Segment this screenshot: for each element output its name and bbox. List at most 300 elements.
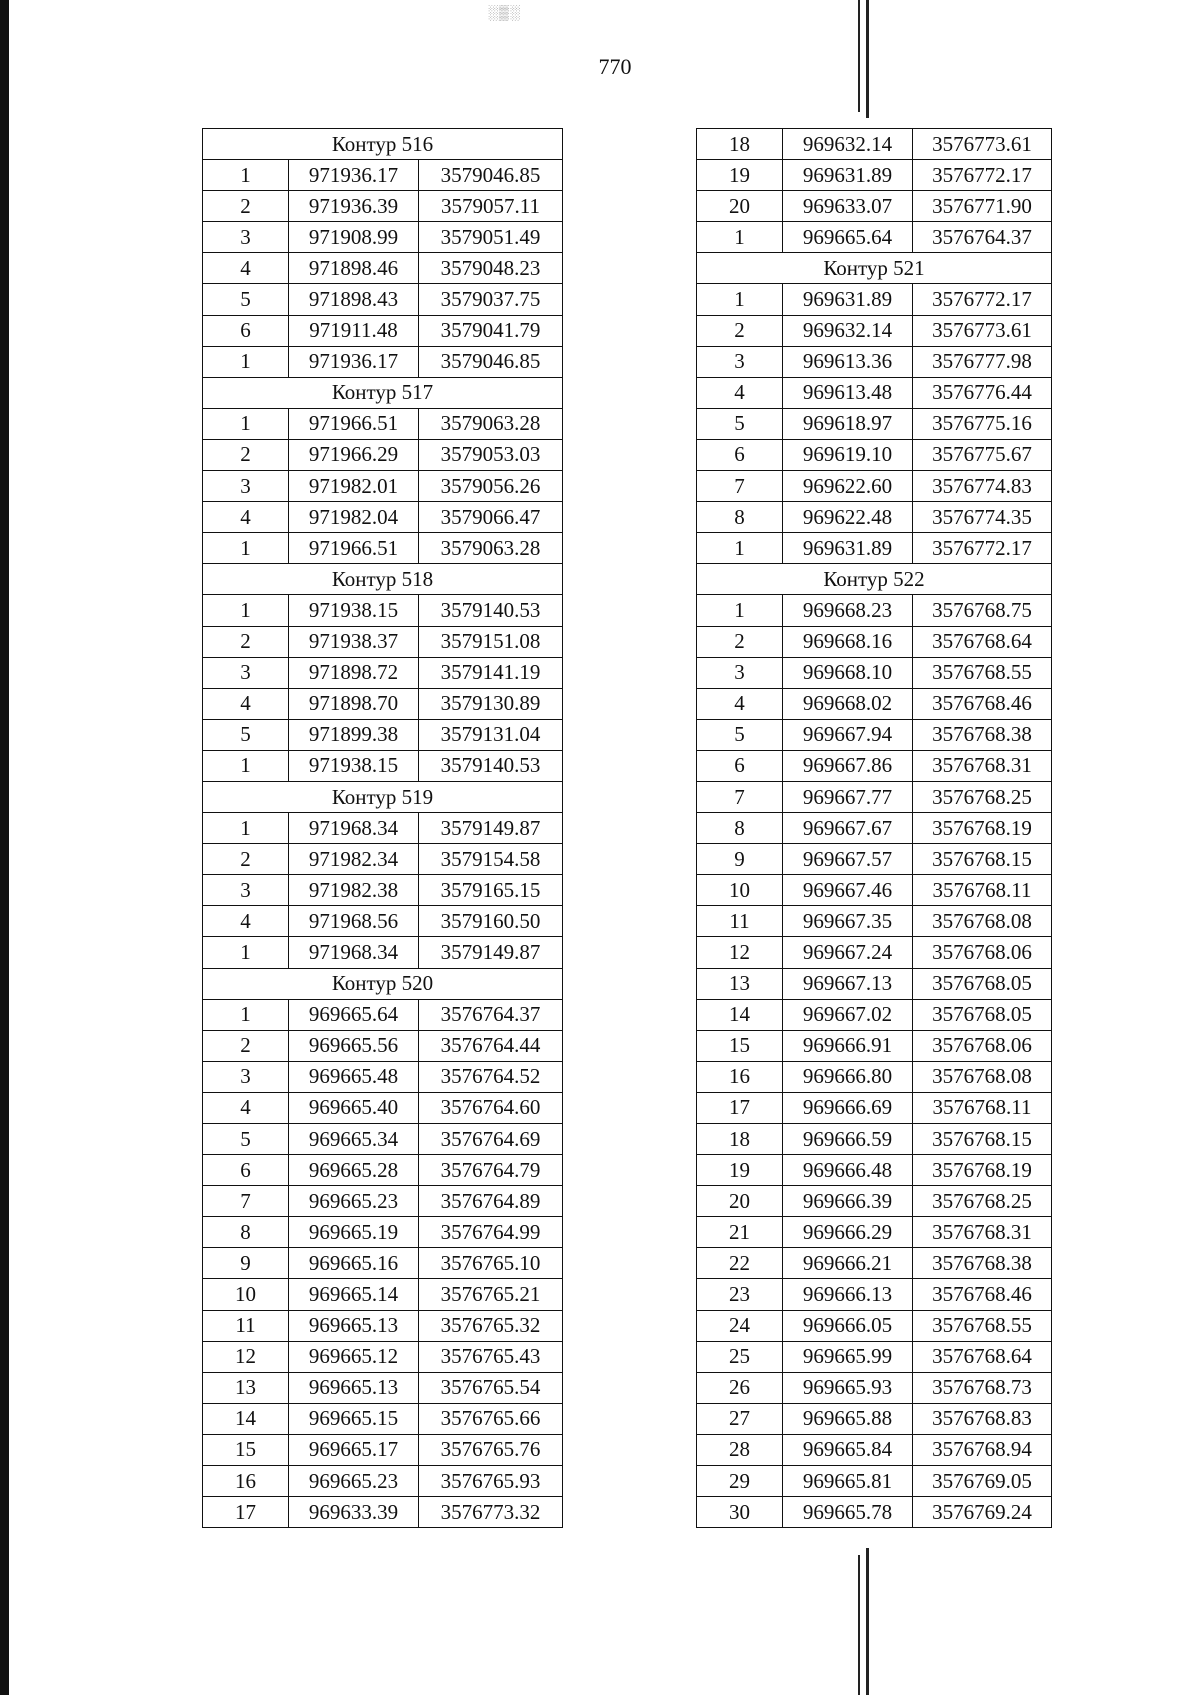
point-number-cell: 1 xyxy=(697,222,783,253)
x-coordinate-cell: 971936.17 xyxy=(289,346,419,377)
point-number-cell: 15 xyxy=(203,1434,289,1465)
y-coordinate-cell: 3576769.05 xyxy=(913,1466,1052,1497)
point-number-cell: 1 xyxy=(697,533,783,564)
x-coordinate-cell: 969631.89 xyxy=(783,160,913,191)
table-row xyxy=(203,284,563,315)
table-row xyxy=(203,1061,563,1092)
point-number-cell: 7 xyxy=(697,471,783,502)
scan-artifact-line xyxy=(866,0,869,118)
table-row xyxy=(697,222,1052,253)
table-row xyxy=(697,1497,1052,1528)
y-coordinate-cell: 3576764.89 xyxy=(419,1186,563,1217)
point-number-cell: 3 xyxy=(203,471,289,502)
point-number-cell: 6 xyxy=(697,750,783,781)
x-coordinate-cell: 971982.04 xyxy=(289,502,419,533)
point-number-cell: 1 xyxy=(203,533,289,564)
table-row xyxy=(697,750,1052,781)
table-row xyxy=(203,844,563,875)
table-row xyxy=(697,1434,1052,1465)
point-number-cell: 2 xyxy=(203,626,289,657)
point-number-cell: 8 xyxy=(697,813,783,844)
coordinates-table-left xyxy=(202,128,563,1528)
y-coordinate-cell: 3576774.35 xyxy=(913,502,1052,533)
point-number-cell: 4 xyxy=(203,688,289,719)
contour-title: Контур 519 xyxy=(203,781,563,812)
y-coordinate-cell: 3576764.60 xyxy=(419,1092,563,1123)
table-row xyxy=(203,439,563,470)
x-coordinate-cell: 969666.69 xyxy=(783,1092,913,1123)
point-number-cell: 14 xyxy=(697,999,783,1030)
y-coordinate-cell: 3576768.31 xyxy=(913,750,1052,781)
x-coordinate-cell: 969633.07 xyxy=(783,191,913,222)
y-coordinate-cell: 3576764.37 xyxy=(913,222,1052,253)
contour-header-row xyxy=(203,377,563,408)
y-coordinate-cell: 3579151.08 xyxy=(419,626,563,657)
x-coordinate-cell: 969665.81 xyxy=(783,1466,913,1497)
y-coordinate-cell: 3579066.47 xyxy=(419,502,563,533)
y-coordinate-cell: 3576768.94 xyxy=(913,1434,1052,1465)
x-coordinate-cell: 969665.40 xyxy=(289,1092,419,1123)
y-coordinate-cell: 3576772.17 xyxy=(913,284,1052,315)
y-coordinate-cell: 3576774.83 xyxy=(913,471,1052,502)
contour-title: Контур 516 xyxy=(203,129,563,160)
x-coordinate-cell: 969622.60 xyxy=(783,471,913,502)
table-row xyxy=(697,719,1052,750)
y-coordinate-cell: 3576764.99 xyxy=(419,1217,563,1248)
coordinates-table-right xyxy=(696,128,1052,1528)
table-row xyxy=(203,813,563,844)
y-coordinate-cell: 3579140.53 xyxy=(419,595,563,626)
table-row xyxy=(697,844,1052,875)
x-coordinate-cell: 969666.39 xyxy=(783,1186,913,1217)
y-coordinate-cell: 3576768.25 xyxy=(913,781,1052,812)
x-coordinate-cell: 969633.39 xyxy=(289,1497,419,1528)
y-coordinate-cell: 3576765.32 xyxy=(419,1310,563,1341)
x-coordinate-cell: 969665.14 xyxy=(289,1279,419,1310)
contour-header-row xyxy=(203,129,563,160)
y-coordinate-cell: 3576773.32 xyxy=(419,1497,563,1528)
contour-title: Контур 518 xyxy=(203,564,563,595)
table-row xyxy=(203,502,563,533)
x-coordinate-cell: 969665.19 xyxy=(289,1217,419,1248)
point-number-cell: 1 xyxy=(203,595,289,626)
y-coordinate-cell: 3576764.52 xyxy=(419,1061,563,1092)
point-number-cell: 12 xyxy=(203,1341,289,1372)
table-row xyxy=(697,657,1052,688)
table-row xyxy=(203,657,563,688)
contour-title: Контур 520 xyxy=(203,968,563,999)
point-number-cell: 26 xyxy=(697,1372,783,1403)
x-coordinate-cell: 969613.36 xyxy=(783,346,913,377)
y-coordinate-cell: 3576776.44 xyxy=(913,377,1052,408)
point-number-cell: 5 xyxy=(203,284,289,315)
x-coordinate-cell: 969618.97 xyxy=(783,408,913,439)
table-row xyxy=(697,533,1052,564)
y-coordinate-cell: 3576768.31 xyxy=(913,1217,1052,1248)
point-number-cell: 20 xyxy=(697,1186,783,1217)
point-number-cell: 4 xyxy=(203,906,289,937)
table-row xyxy=(697,160,1052,191)
table-row xyxy=(697,1248,1052,1279)
x-coordinate-cell: 969668.10 xyxy=(783,657,913,688)
point-number-cell: 4 xyxy=(697,688,783,719)
y-coordinate-cell: 3579141.19 xyxy=(419,657,563,688)
x-coordinate-cell: 971938.15 xyxy=(289,595,419,626)
x-coordinate-cell: 969665.23 xyxy=(289,1186,419,1217)
table-row xyxy=(697,1030,1052,1061)
table-row xyxy=(697,937,1052,968)
table-row xyxy=(203,191,563,222)
y-coordinate-cell: 3576768.15 xyxy=(913,844,1052,875)
x-coordinate-cell: 969668.02 xyxy=(783,688,913,719)
point-number-cell: 25 xyxy=(697,1341,783,1372)
x-coordinate-cell: 971899.38 xyxy=(289,719,419,750)
point-number-cell: 14 xyxy=(203,1403,289,1434)
y-coordinate-cell: 3576768.64 xyxy=(913,626,1052,657)
y-coordinate-cell: 3579130.89 xyxy=(419,688,563,719)
y-coordinate-cell: 3576765.54 xyxy=(419,1372,563,1403)
table-row xyxy=(203,1124,563,1155)
table-row xyxy=(697,781,1052,812)
x-coordinate-cell: 969666.80 xyxy=(783,1061,913,1092)
table-row xyxy=(203,1217,563,1248)
table-row xyxy=(203,1341,563,1372)
point-number-cell: 15 xyxy=(697,1030,783,1061)
point-number-cell: 2 xyxy=(203,844,289,875)
point-number-cell: 8 xyxy=(203,1217,289,1248)
point-number-cell: 3 xyxy=(203,222,289,253)
x-coordinate-cell: 969665.48 xyxy=(289,1061,419,1092)
y-coordinate-cell: 3576768.38 xyxy=(913,1248,1052,1279)
table-row xyxy=(203,1155,563,1186)
x-coordinate-cell: 969665.34 xyxy=(289,1124,419,1155)
table-row xyxy=(203,408,563,439)
table-row xyxy=(203,533,563,564)
point-number-cell: 1 xyxy=(203,937,289,968)
x-coordinate-cell: 969665.64 xyxy=(289,999,419,1030)
x-coordinate-cell: 969666.29 xyxy=(783,1217,913,1248)
y-coordinate-cell: 3579051.49 xyxy=(419,222,563,253)
table-row xyxy=(697,688,1052,719)
table-row xyxy=(697,439,1052,470)
y-coordinate-cell: 3576768.06 xyxy=(913,937,1052,968)
point-number-cell: 19 xyxy=(697,1155,783,1186)
x-coordinate-cell: 971936.17 xyxy=(289,160,419,191)
x-coordinate-cell: 969665.28 xyxy=(289,1155,419,1186)
y-coordinate-cell: 3579131.04 xyxy=(419,719,563,750)
y-coordinate-cell: 3576765.76 xyxy=(419,1434,563,1465)
x-coordinate-cell: 969666.05 xyxy=(783,1310,913,1341)
y-coordinate-cell: 3579063.28 xyxy=(419,408,563,439)
x-coordinate-cell: 971966.29 xyxy=(289,439,419,470)
table-row xyxy=(203,1310,563,1341)
y-coordinate-cell: 3579063.28 xyxy=(419,533,563,564)
point-number-cell: 24 xyxy=(697,1310,783,1341)
table-row xyxy=(697,377,1052,408)
y-coordinate-cell: 3576773.61 xyxy=(913,315,1052,346)
x-coordinate-cell: 969667.24 xyxy=(783,937,913,968)
table-row xyxy=(203,1248,563,1279)
table-row xyxy=(697,1186,1052,1217)
x-coordinate-cell: 969665.88 xyxy=(783,1403,913,1434)
table-row xyxy=(203,1372,563,1403)
scan-artifact-line xyxy=(858,0,860,112)
contour-header-row xyxy=(697,564,1052,595)
y-coordinate-cell: 3576775.16 xyxy=(913,408,1052,439)
y-coordinate-cell: 3576768.08 xyxy=(913,1061,1052,1092)
y-coordinate-cell: 3576768.73 xyxy=(913,1372,1052,1403)
point-number-cell: 30 xyxy=(697,1497,783,1528)
table-row xyxy=(697,1092,1052,1123)
x-coordinate-cell: 969666.21 xyxy=(783,1248,913,1279)
x-coordinate-cell: 969665.12 xyxy=(289,1341,419,1372)
x-coordinate-cell: 971982.01 xyxy=(289,471,419,502)
point-number-cell: 12 xyxy=(697,937,783,968)
point-number-cell: 20 xyxy=(697,191,783,222)
x-coordinate-cell: 971968.56 xyxy=(289,906,419,937)
x-coordinate-cell: 969665.23 xyxy=(289,1466,419,1497)
y-coordinate-cell: 3576768.46 xyxy=(913,1279,1052,1310)
point-number-cell: 4 xyxy=(203,502,289,533)
point-number-cell: 11 xyxy=(697,906,783,937)
point-number-cell: 2 xyxy=(697,315,783,346)
x-coordinate-cell: 969632.14 xyxy=(783,315,913,346)
table-row xyxy=(697,906,1052,937)
table-row xyxy=(203,160,563,191)
table-row xyxy=(697,1217,1052,1248)
point-number-cell: 4 xyxy=(203,253,289,284)
y-coordinate-cell: 3576768.19 xyxy=(913,813,1052,844)
table-row xyxy=(697,191,1052,222)
table-row xyxy=(203,1092,563,1123)
x-coordinate-cell: 969619.10 xyxy=(783,439,913,470)
scan-edge xyxy=(0,0,9,1695)
point-number-cell: 2 xyxy=(203,1030,289,1061)
x-coordinate-cell: 969667.94 xyxy=(783,719,913,750)
y-coordinate-cell: 3579037.75 xyxy=(419,284,563,315)
point-number-cell: 1 xyxy=(203,346,289,377)
contour-title: Контур 522 xyxy=(697,564,1052,595)
y-coordinate-cell: 3579160.50 xyxy=(419,906,563,937)
table-row xyxy=(697,968,1052,999)
x-coordinate-cell: 969667.86 xyxy=(783,750,913,781)
y-coordinate-cell: 3579048.23 xyxy=(419,253,563,284)
table-row xyxy=(697,346,1052,377)
x-coordinate-cell: 969632.14 xyxy=(783,129,913,160)
point-number-cell: 1 xyxy=(697,284,783,315)
x-coordinate-cell: 969666.13 xyxy=(783,1279,913,1310)
y-coordinate-cell: 3576765.66 xyxy=(419,1403,563,1434)
x-coordinate-cell: 971968.34 xyxy=(289,937,419,968)
x-coordinate-cell: 971936.39 xyxy=(289,191,419,222)
table-row xyxy=(203,750,563,781)
y-coordinate-cell: 3579149.87 xyxy=(419,937,563,968)
point-number-cell: 4 xyxy=(697,377,783,408)
contour-title: Контур 517 xyxy=(203,377,563,408)
table-row xyxy=(697,1061,1052,1092)
x-coordinate-cell: 969665.17 xyxy=(289,1434,419,1465)
table-row xyxy=(697,813,1052,844)
point-number-cell: 6 xyxy=(203,1155,289,1186)
point-number-cell: 16 xyxy=(697,1061,783,1092)
point-number-cell: 19 xyxy=(697,160,783,191)
table-row xyxy=(697,284,1052,315)
x-coordinate-cell: 969665.15 xyxy=(289,1403,419,1434)
point-number-cell: 5 xyxy=(697,719,783,750)
table-row xyxy=(697,626,1052,657)
point-number-cell: 9 xyxy=(203,1248,289,1279)
y-coordinate-cell: 3576768.05 xyxy=(913,999,1052,1030)
x-coordinate-cell: 971898.43 xyxy=(289,284,419,315)
point-number-cell: 2 xyxy=(203,439,289,470)
y-coordinate-cell: 3576765.10 xyxy=(419,1248,563,1279)
table-row xyxy=(203,719,563,750)
point-number-cell: 10 xyxy=(697,875,783,906)
table-row xyxy=(203,595,563,626)
y-coordinate-cell: 3576768.75 xyxy=(913,595,1052,626)
x-coordinate-cell: 969613.48 xyxy=(783,377,913,408)
x-coordinate-cell: 971968.34 xyxy=(289,813,419,844)
contour-header-row xyxy=(203,564,563,595)
point-number-cell: 11 xyxy=(203,1310,289,1341)
table-row xyxy=(203,906,563,937)
table-row xyxy=(697,1155,1052,1186)
y-coordinate-cell: 3579041.79 xyxy=(419,315,563,346)
y-coordinate-cell: 3579053.03 xyxy=(419,439,563,470)
x-coordinate-cell: 971911.48 xyxy=(289,315,419,346)
table-row xyxy=(697,999,1052,1030)
table-row xyxy=(203,875,563,906)
x-coordinate-cell: 969665.56 xyxy=(289,1030,419,1061)
x-coordinate-cell: 969631.89 xyxy=(783,284,913,315)
y-coordinate-cell: 3576768.11 xyxy=(913,1092,1052,1123)
scan-smudge: ░▒░ xyxy=(488,6,521,21)
table-row xyxy=(203,346,563,377)
point-number-cell: 3 xyxy=(697,657,783,688)
point-number-cell: 3 xyxy=(203,1061,289,1092)
x-coordinate-cell: 969667.13 xyxy=(783,968,913,999)
x-coordinate-cell: 971898.70 xyxy=(289,688,419,719)
point-number-cell: 3 xyxy=(203,875,289,906)
x-coordinate-cell: 969665.64 xyxy=(783,222,913,253)
table-row xyxy=(697,1403,1052,1434)
x-coordinate-cell: 971966.51 xyxy=(289,533,419,564)
x-coordinate-cell: 969667.67 xyxy=(783,813,913,844)
point-number-cell: 5 xyxy=(203,1124,289,1155)
table-row xyxy=(203,1466,563,1497)
table-row xyxy=(697,471,1052,502)
contour-header-row xyxy=(697,253,1052,284)
point-number-cell: 21 xyxy=(697,1217,783,1248)
table-row xyxy=(203,1497,563,1528)
y-coordinate-cell: 3576768.15 xyxy=(913,1124,1052,1155)
point-number-cell: 6 xyxy=(697,439,783,470)
point-number-cell: 29 xyxy=(697,1466,783,1497)
point-number-cell: 18 xyxy=(697,1124,783,1155)
page-number: 770 xyxy=(598,54,632,79)
y-coordinate-cell: 3576768.11 xyxy=(913,875,1052,906)
point-number-cell: 1 xyxy=(697,595,783,626)
table-row xyxy=(203,1030,563,1061)
y-coordinate-cell: 3576768.08 xyxy=(913,906,1052,937)
x-coordinate-cell: 969665.99 xyxy=(783,1341,913,1372)
y-coordinate-cell: 3576768.25 xyxy=(913,1186,1052,1217)
point-number-cell: 10 xyxy=(203,1279,289,1310)
table-row xyxy=(203,222,563,253)
point-number-cell: 8 xyxy=(697,502,783,533)
y-coordinate-cell: 3576773.61 xyxy=(913,129,1052,160)
table-row xyxy=(203,937,563,968)
y-coordinate-cell: 3579154.58 xyxy=(419,844,563,875)
x-coordinate-cell: 969631.89 xyxy=(783,533,913,564)
x-coordinate-cell: 969665.16 xyxy=(289,1248,419,1279)
point-number-cell: 22 xyxy=(697,1248,783,1279)
x-coordinate-cell: 969667.77 xyxy=(783,781,913,812)
point-number-cell: 9 xyxy=(697,844,783,875)
scan-artifact-line xyxy=(866,1548,869,1695)
table-row xyxy=(697,1310,1052,1341)
point-number-cell: 18 xyxy=(697,129,783,160)
table-row xyxy=(697,1466,1052,1497)
y-coordinate-cell: 3579046.85 xyxy=(419,346,563,377)
table-row xyxy=(203,999,563,1030)
x-coordinate-cell: 971898.46 xyxy=(289,253,419,284)
table-row xyxy=(203,1434,563,1465)
y-coordinate-cell: 3576777.98 xyxy=(913,346,1052,377)
x-coordinate-cell: 971898.72 xyxy=(289,657,419,688)
table-row xyxy=(203,1279,563,1310)
table-row xyxy=(203,471,563,502)
y-coordinate-cell: 3579046.85 xyxy=(419,160,563,191)
x-coordinate-cell: 969666.91 xyxy=(783,1030,913,1061)
x-coordinate-cell: 969667.46 xyxy=(783,875,913,906)
point-number-cell: 17 xyxy=(203,1497,289,1528)
y-coordinate-cell: 3576772.17 xyxy=(913,533,1052,564)
x-coordinate-cell: 969665.13 xyxy=(289,1310,419,1341)
y-coordinate-cell: 3579056.26 xyxy=(419,471,563,502)
point-number-cell: 3 xyxy=(203,657,289,688)
y-coordinate-cell: 3576768.83 xyxy=(913,1403,1052,1434)
point-number-cell: 16 xyxy=(203,1466,289,1497)
table-row xyxy=(203,626,563,657)
y-coordinate-cell: 3576768.55 xyxy=(913,657,1052,688)
table-row xyxy=(697,129,1052,160)
x-coordinate-cell: 969666.59 xyxy=(783,1124,913,1155)
point-number-cell: 23 xyxy=(697,1279,783,1310)
table-row xyxy=(203,253,563,284)
point-number-cell: 13 xyxy=(203,1372,289,1403)
contour-title: Контур 521 xyxy=(697,253,1052,284)
y-coordinate-cell: 3576768.19 xyxy=(913,1155,1052,1186)
y-coordinate-cell: 3576772.17 xyxy=(913,160,1052,191)
y-coordinate-cell: 3579165.15 xyxy=(419,875,563,906)
point-number-cell: 5 xyxy=(203,719,289,750)
point-number-cell: 5 xyxy=(697,408,783,439)
scan-artifact-line xyxy=(858,1555,860,1695)
table-row xyxy=(203,688,563,719)
x-coordinate-cell: 971908.99 xyxy=(289,222,419,253)
y-coordinate-cell: 3579140.53 xyxy=(419,750,563,781)
y-coordinate-cell: 3576765.43 xyxy=(419,1341,563,1372)
x-coordinate-cell: 971966.51 xyxy=(289,408,419,439)
point-number-cell: 13 xyxy=(697,968,783,999)
point-number-cell: 3 xyxy=(697,346,783,377)
contour-header-row xyxy=(203,781,563,812)
x-coordinate-cell: 969668.23 xyxy=(783,595,913,626)
y-coordinate-cell: 3579149.87 xyxy=(419,813,563,844)
x-coordinate-cell: 969622.48 xyxy=(783,502,913,533)
x-coordinate-cell: 969667.35 xyxy=(783,906,913,937)
